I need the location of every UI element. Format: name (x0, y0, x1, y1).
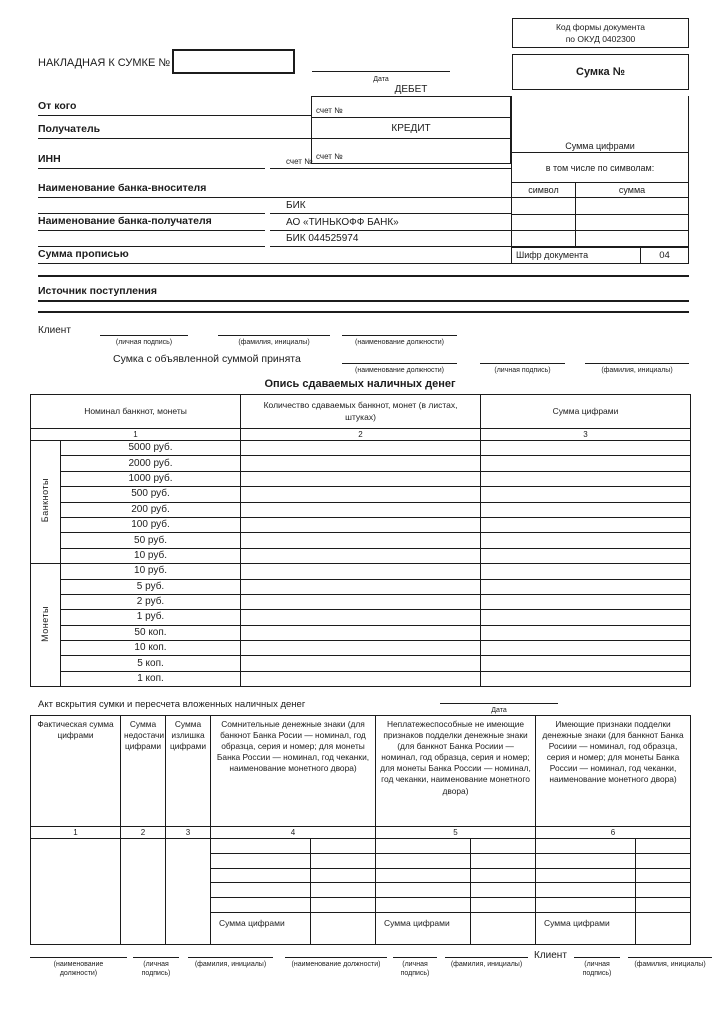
client-signature-field[interactable] (100, 326, 188, 347)
quantity-cell[interactable] (241, 594, 481, 609)
symbols-note-label: в том числе по символам: (545, 162, 655, 173)
signature-line[interactable] (342, 354, 457, 364)
bag-number-box[interactable] (512, 54, 689, 90)
quantity-cell[interactable] (241, 625, 481, 640)
acceptor-signature-field[interactable] (480, 354, 565, 375)
denomination-row (31, 610, 691, 625)
denomination-row (31, 579, 691, 594)
denomination-cell: 1 руб. (61, 610, 241, 625)
denomination-cell: 2000 руб. (61, 456, 241, 471)
signature-line[interactable] (133, 948, 179, 958)
sum-cell[interactable] (481, 471, 691, 486)
personal-signature-caption: (личная подпись) (115, 339, 173, 346)
insolvent-sum-cell[interactable] (471, 868, 536, 883)
bag-number-label: Сумка № (576, 66, 625, 78)
quantity-cell[interactable] (241, 487, 481, 502)
quantity-cell[interactable] (241, 641, 481, 656)
denomination-row (31, 548, 691, 563)
col-number: 5 (376, 827, 536, 839)
insolvent-desc-cell[interactable] (376, 898, 471, 913)
act-date-caption: Дата (491, 707, 507, 714)
quantity-cell[interactable] (241, 533, 481, 548)
col-number: 6 (536, 827, 691, 839)
sum-cell[interactable] (481, 517, 691, 532)
recipient-field[interactable] (38, 122, 311, 139)
date-caption: Дата (373, 76, 389, 83)
depositor-bank-label: Наименование банка-вносителя (38, 182, 207, 195)
depositor-bank-field[interactable] (38, 181, 511, 198)
denomination-cell: 500 руб. (61, 487, 241, 502)
sum-cell[interactable] (481, 579, 691, 594)
counterfeit-desc-cell[interactable] (536, 839, 636, 854)
banknotes-group-label (31, 441, 61, 564)
col-number: 3 (166, 827, 211, 839)
position-caption: (наименование должности) (53, 961, 104, 978)
counterfeit-desc-cell[interactable] (536, 898, 636, 913)
sum-figures-value-cell[interactable] (636, 912, 691, 944)
quantity-cell[interactable] (241, 579, 481, 594)
quantity-cell[interactable] (241, 564, 481, 579)
denomination-cell: 1 коп. (61, 671, 241, 686)
denomination-cell: 2 руб. (61, 594, 241, 609)
cashier-signature-field[interactable] (133, 948, 179, 978)
name-initials-caption: (фамилия, инициалы) (238, 339, 310, 346)
sum-figures-value-cell[interactable] (471, 912, 536, 944)
footer-client-name-field[interactable] (628, 948, 712, 969)
position-caption: (наименование должности) (291, 961, 381, 968)
denomination-row (31, 641, 691, 656)
sum-cell[interactable] (481, 656, 691, 671)
col-number: 1 (31, 827, 121, 839)
symbols-header-row (512, 183, 688, 198)
personal-signature-caption: (личная подпись) (141, 961, 171, 978)
recipient-bank-name: АО «ТИНЬКОФФ БАНК» (286, 217, 399, 228)
symbol-sum-col-header: сумма (618, 185, 646, 195)
doubtful-sum-cell[interactable] (311, 883, 376, 898)
signature-line[interactable] (628, 948, 712, 958)
client-label: Клиент (38, 325, 71, 336)
denomination-cell: 10 коп. (61, 641, 241, 656)
sum-cell[interactable] (481, 564, 691, 579)
denomination-row (31, 564, 691, 579)
controller-signature-field[interactable] (393, 948, 437, 978)
name-initials-caption: (фамилия, инициалы) (194, 961, 267, 968)
inventory-title: Опись сдаваемых наличных денег (264, 378, 456, 390)
denomination-cell: 50 коп. (61, 625, 241, 640)
denomination-row (31, 517, 691, 532)
symbol-cell[interactable] (512, 231, 576, 247)
denomination-cell: 1000 руб. (61, 471, 241, 486)
denomination-cell: 50 руб. (61, 533, 241, 548)
waybill-number-field[interactable] (172, 49, 295, 74)
recipient-bank-label: Наименование банка-получателя (38, 215, 212, 228)
depositor-bank-bik-field[interactable] (270, 198, 511, 214)
doubtful-desc-cell[interactable] (211, 868, 311, 883)
counterfeit-sum-cell[interactable] (636, 898, 691, 913)
sum-figures-label: Сумма цифрами (536, 912, 636, 944)
denomination-row (31, 441, 691, 456)
counterfeit-sum-cell[interactable] (636, 839, 691, 854)
doubtful-desc-cell[interactable] (211, 853, 311, 868)
symbol-cell[interactable] (512, 198, 576, 214)
footer-client-label: Клиент (534, 950, 567, 961)
counterfeit-sum-cell[interactable] (636, 883, 691, 898)
sum-cell[interactable] (481, 487, 691, 502)
personal-signature-caption: (личная подпись) (582, 961, 612, 978)
debit-account-field[interactable] (312, 97, 510, 118)
sum-figures-label: Сумма цифрами (565, 141, 635, 151)
counterfeit-desc-cell[interactable] (536, 853, 636, 868)
denomination-cell: 200 руб. (61, 502, 241, 517)
inventory-header-row (31, 395, 691, 429)
acceptor-name-field[interactable] (585, 354, 689, 375)
controller-position-field[interactable] (285, 948, 387, 969)
recipient-bank-bik-value (270, 231, 511, 247)
act-col-actual-sum: Фактическая сумма цифрами (31, 716, 121, 827)
act-col-doubtful: Сомнительные денежные знаки (для банкнот Банка Росии — номинал, год образца, серия и номер; для монеты Банка России — номинал, год чеканки, наименование монетного двора) (211, 716, 376, 827)
act-col-shortage: Сумма недостачи цифрами (121, 716, 166, 827)
insolvent-desc-cell[interactable] (376, 853, 471, 868)
signature-line[interactable] (574, 948, 620, 958)
symbols-row (512, 215, 688, 232)
insolvent-desc-cell[interactable] (376, 883, 471, 898)
insolvent-desc-cell[interactable] (376, 868, 471, 883)
controller-name-field[interactable] (445, 948, 528, 969)
counterfeit-desc-cell[interactable] (536, 868, 636, 883)
name-initials-caption: (фамилия, инициалы) (634, 961, 706, 968)
col-number: 2 (241, 429, 481, 441)
quantity-cell[interactable] (241, 471, 481, 486)
denomination-row (31, 594, 691, 609)
quantity-cell[interactable] (241, 441, 481, 456)
cashier-name-field[interactable] (188, 948, 273, 969)
inv-col-denomination: Номинал банкнот, монеты (31, 395, 241, 429)
inv-col-quantity: Количество сдаваемых банкнот, монет (в листах, штуках) (241, 395, 481, 429)
symbol-cell[interactable] (512, 215, 576, 231)
insolvent-sum-cell[interactable] (471, 898, 536, 913)
doc-cipher-label: Шифр документа (512, 247, 641, 263)
sum-cell[interactable] (481, 641, 691, 656)
insolvent-desc-cell[interactable] (376, 839, 471, 854)
denomination-cell: 5 коп. (61, 656, 241, 671)
sum-cell[interactable] (481, 548, 691, 563)
signature-line[interactable] (342, 326, 457, 336)
sum-figures-box[interactable] (511, 96, 689, 153)
inv-col-sum: Сумма цифрами (481, 395, 691, 429)
counterfeit-sum-cell[interactable] (636, 853, 691, 868)
position-caption: (наименование должности) (355, 367, 444, 374)
denomination-cell: 10 руб. (61, 564, 241, 579)
recipient-bank-bik: БИК 044525974 (286, 233, 359, 244)
position-caption: (наименование должности) (355, 339, 444, 346)
act-col-surplus: Сумма излишка цифрами (166, 716, 211, 827)
counterfeit-desc-cell[interactable] (536, 883, 636, 898)
actual-sum-cell[interactable] (31, 839, 121, 945)
act-col-insolvent: Неплатежеспособные не имеющие признаков подделки денежные знаки (для банкнот Банка Росиии — номинал, год образца, серия и номер; для монеты Банка России — номинал, год чеканки, наименование монетного двора) (376, 716, 536, 827)
signature-line[interactable] (393, 948, 437, 958)
form-code-line1: Код формы документа (555, 21, 646, 32)
recipient-bank-value (270, 214, 511, 231)
act-title: Акт вскрытия сумки и пересчета вложенных наличных денег (38, 699, 306, 710)
signature-line[interactable] (480, 354, 565, 364)
denomination-row (31, 625, 691, 640)
symbols-row (512, 198, 688, 215)
signature-line[interactable] (100, 326, 188, 336)
denomination-cell: 100 руб. (61, 517, 241, 532)
sum-words-label: Сумма прописью (38, 248, 129, 261)
denomination-cell: 10 руб. (61, 548, 241, 563)
sum-figures-label: Сумма цифрами (211, 912, 311, 944)
doubtful-sum-cell[interactable] (311, 839, 376, 854)
denomination-row (31, 502, 691, 517)
symbol-sum-cell[interactable] (576, 198, 688, 214)
doc-cipher-value: 04 (659, 249, 670, 261)
act-header-row (31, 716, 691, 827)
signature-line[interactable] (445, 948, 528, 958)
sum-cell[interactable] (481, 625, 691, 640)
quantity-cell[interactable] (241, 610, 481, 625)
inn-label: ИНН (38, 153, 61, 166)
symbols-table (511, 183, 689, 248)
symbol-sum-cell[interactable] (576, 215, 688, 231)
date-field[interactable] (312, 52, 450, 72)
form-code-line2: по ОКУД 0402300 (565, 34, 636, 44)
acceptor-position-field[interactable] (342, 354, 457, 375)
quantity-cell[interactable] (241, 656, 481, 671)
act-entry-row (31, 839, 691, 854)
col-number: 3 (481, 429, 691, 441)
col-number: 4 (211, 827, 376, 839)
denomination-row (31, 656, 691, 671)
doubtful-desc-cell[interactable] (211, 839, 311, 854)
sum-cell[interactable] (481, 441, 691, 456)
quantity-cell[interactable] (241, 456, 481, 471)
denomination-row (31, 471, 691, 486)
from-field[interactable] (38, 99, 311, 116)
counterfeit-sum-cell[interactable] (636, 868, 691, 883)
denomination-cell: 5000 руб. (61, 441, 241, 456)
coins-group-label (31, 564, 61, 687)
recipient-bank-field[interactable] (38, 214, 265, 231)
doubtful-sum-cell[interactable] (311, 898, 376, 913)
from-label: От кого (38, 100, 77, 113)
sum-cell[interactable] (481, 456, 691, 471)
denomination-row (31, 671, 691, 686)
form-title: НАКЛАДНАЯ К СУМКЕ № (38, 57, 171, 69)
insolvent-sum-cell[interactable] (471, 839, 536, 854)
sum-figures-label: Сумма цифрами (376, 912, 471, 944)
doubtful-desc-cell[interactable] (211, 883, 311, 898)
act-number-row (31, 827, 691, 839)
banknotes-group-text: Банкноты (40, 478, 50, 523)
signature-line[interactable] (30, 948, 127, 958)
account-label: счет № (316, 106, 343, 115)
inn-account-field[interactable] (270, 152, 511, 169)
depositor-bank-field-2[interactable] (38, 198, 265, 214)
signature-line[interactable] (585, 354, 689, 364)
sum-figures-value-cell[interactable] (311, 912, 376, 944)
doubtful-sum-cell[interactable] (311, 868, 376, 883)
sum-words-field[interactable] (38, 247, 511, 264)
act-date-field[interactable] (440, 690, 558, 704)
act-table (30, 715, 691, 945)
sum-words-field-2[interactable] (38, 263, 689, 277)
inventory-number-row (31, 429, 691, 441)
quantity-cell[interactable] (241, 517, 481, 532)
client-name-field[interactable] (218, 326, 330, 347)
recipient-label: Получатель (38, 123, 101, 136)
symbol-sum-cell[interactable] (576, 231, 688, 247)
symbols-note-box (511, 153, 689, 183)
income-source-field-2[interactable] (38, 300, 689, 313)
quantity-cell[interactable] (241, 502, 481, 517)
doc-cipher-row (511, 246, 689, 264)
recipient-bank-field-2[interactable] (38, 231, 265, 247)
shortage-sum-cell[interactable] (121, 839, 166, 945)
debit-label: ДЕБЕТ (394, 84, 428, 95)
bag-accepted-label: Сумка с объявленной суммой принята (113, 353, 301, 365)
inventory-table (30, 394, 691, 687)
sum-cell[interactable] (481, 671, 691, 686)
account-label: счет № (286, 157, 313, 166)
sum-cell[interactable] (481, 610, 691, 625)
insolvent-sum-cell[interactable] (471, 883, 536, 898)
doubtful-sum-cell[interactable] (311, 853, 376, 868)
personal-signature-caption: (личная подпись) (494, 367, 551, 374)
form-code-box (512, 18, 689, 48)
surplus-sum-cell[interactable] (166, 839, 211, 945)
sum-cell[interactable] (481, 502, 691, 517)
denomination-row (31, 533, 691, 548)
sum-cell[interactable] (481, 594, 691, 609)
income-source-label: Источник поступления (38, 285, 157, 298)
act-col-counterfeit: Имеющие признаки подделки денежные знаки (для банкнот Банка Росиии — номинал, год образца, серия и номер; для монеты Банка России — номинал, год чеканки, наименование монетного двора) (536, 716, 691, 827)
quantity-cell[interactable] (241, 548, 481, 563)
inn-field[interactable] (38, 152, 265, 169)
symbol-col-header: символ (512, 183, 576, 197)
signature-line[interactable] (218, 326, 330, 336)
denomination-row (31, 456, 691, 471)
account-label: счет № (316, 152, 343, 161)
col-number: 2 (121, 827, 166, 839)
insolvent-sum-cell[interactable] (471, 853, 536, 868)
quantity-cell[interactable] (241, 671, 481, 686)
personal-signature-caption: (личная подпись) (400, 961, 430, 978)
symbols-row (512, 231, 688, 247)
name-initials-caption: (фамилия, инициалы) (601, 367, 673, 374)
doubtful-desc-cell[interactable] (211, 898, 311, 913)
signature-line[interactable] (285, 948, 387, 958)
name-initials-caption: (фамилия, инициалы) (450, 961, 523, 968)
sum-cell[interactable] (481, 533, 691, 548)
cashier-position-field[interactable] (30, 948, 127, 978)
credit-label: КРЕДИТ (312, 118, 510, 139)
signature-line[interactable] (188, 948, 273, 958)
denomination-cell: 5 руб. (61, 579, 241, 594)
bik-label: БИК (286, 200, 306, 211)
coins-group-text: Монеты (40, 605, 50, 642)
client-position-field[interactable] (342, 326, 457, 347)
footer-client-signature-field[interactable] (574, 948, 620, 978)
col-number: 1 (31, 429, 241, 441)
denomination-row (31, 487, 691, 502)
